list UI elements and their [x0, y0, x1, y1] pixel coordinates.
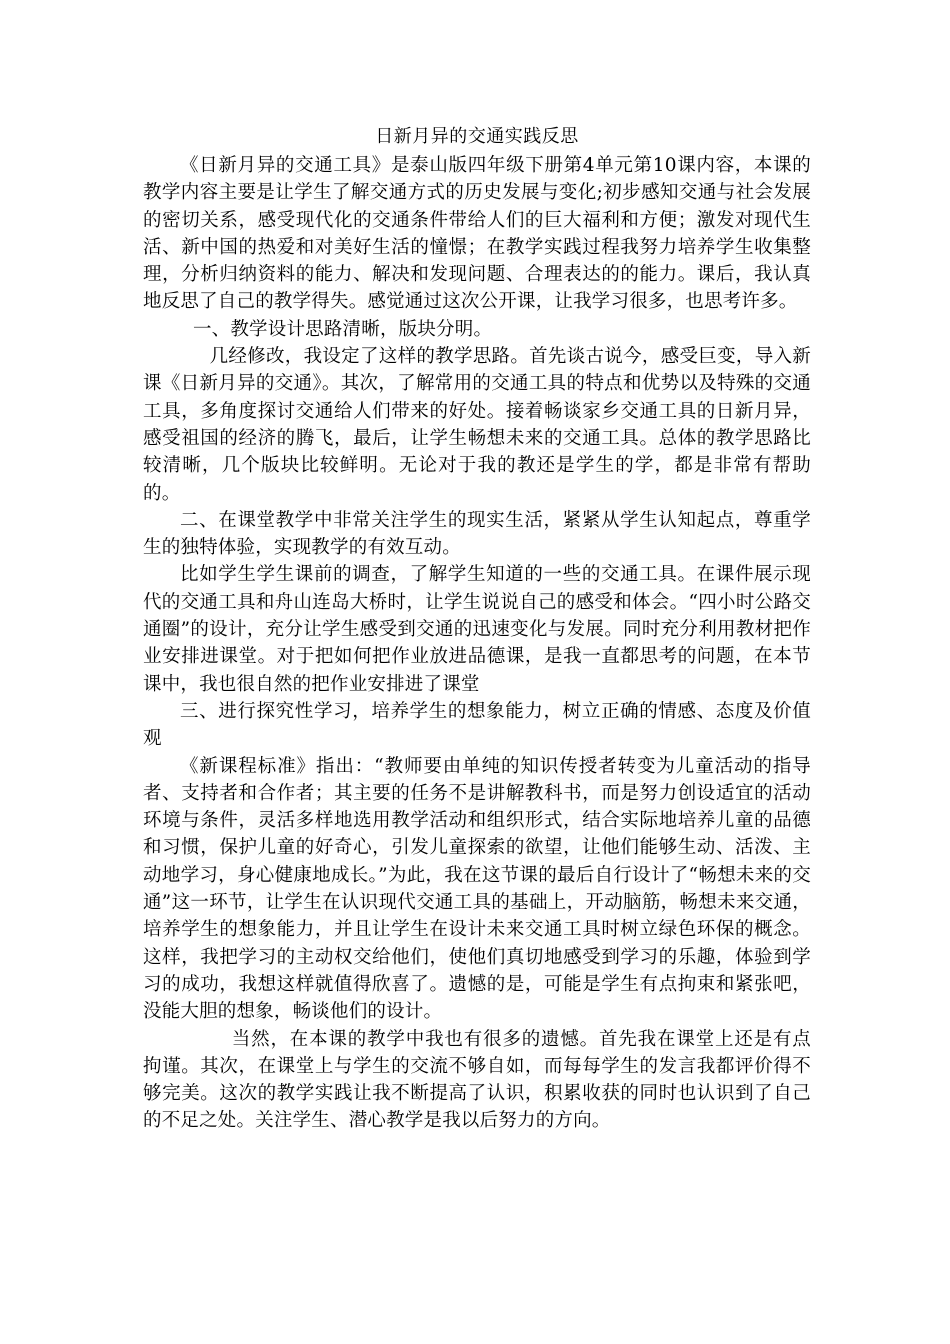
- conclusion-paragraph: 当然，在本课的教学中我也有很多的遗憾。首先我在课堂上还是有点拘谨。其次，在课堂上与学生的交流不够自如，而每每学生的发言我都评价得不够完美。这次的教学实践让我不断提高了认识，积累收获的同时也认识到了自己的不足之处。关注学生、潜心教学是我以后努力的方向。: [143, 1028, 811, 1132]
- section-2-heading: 二、在课堂教学中非常关注学生的现实生活，紧紧从学生认知起点，尊重学生的独特体验，实现教学的有效互动。: [143, 509, 811, 559]
- section-1-heading: 一、教学设计思路清晰，版块分明。: [192, 318, 493, 340]
- intro-paragraph: 《日新月异的交通工具》是泰山版四年级下册第4单元第10课内容，本课的教学内容主要是让学生了解交通方式的历史发展与变化;初步感知交通与社会发展的密切关系，感受现代化的交通条件带给人们的巨大福利和方便；激发对现代生活、新中国的热爱和对美好生活的憧憬；在教学实践过程我努力培养学生收集整理，分析归纳资料的能力、解决和发现问题、合理表达的的能力。课后，我认真地反思了自己的教学得失。感觉通过这次公开课，让我学习很多，也思考许多。: [143, 155, 811, 313]
- document-title: 日新月异的交通实践反思: [375, 126, 579, 147]
- section-2-paragraph: 比如学生学生课前的调查，了解学生知道的一些的交通工具。在课件展示现代的交通工具和舟山连岛大桥时，让学生说说自己的感受和体会。“四小时公路交通圈”的设计，充分让学生感受到交通的迅速变化与发展。同时充分利用教材把作业安排进课堂。对于把如何把作业放进品德课，是我一直都思考的问题，在本节课中，我也很自然的把作业安排进了课堂: [143, 564, 811, 695]
- section-3-paragraph: 《新课程标准》指出：“教师要由单纯的知识传授者转变为儿童活动的指导者、支持者和合作者；其主要的任务不是讲解教科书，而是努力创设适宜的活动环境与条件，灵活多样地选用教学活动和组织形式，结合实际地培养儿童的品德和习惯，保护儿童的好奇心，引发儿童探索的欲望，让他们能够生动、活泼、主动地学习，身心健康地成长。”为此，我在这节课的最后自行设计了“畅想未来的交通”这一环节，让学生在认识现代交通工具的基础上，开动脑筋，畅想未来交通，培养学生的想象能力，并且让学生在设计未来交通工具时树立绿色环保的概念。这样，我把学习的主动权交给他们，使他们真切地感受到学习的乐趣，体验到学习的成功，我想这样就值得欣喜了。遗憾的是，可能是学生有点拘束和紧张吧，没能大胆的想象，畅谈他们的设计。: [143, 755, 811, 1023]
- section-1-paragraph: 几经修改，我设定了这样的教学思路。首先谈古说今，感受巨变，导入新课《日新月异的交通》。其次，了解常用的交通工具的特点和优势以及特殊的交通工具，多角度探讨交通给人们带来的好处。接着畅谈家乡交通工具的日新月异，感受祖国的经济的腾飞，最后，让学生畅想未来的交通工具。总体的教学思路比较清晰，几个版块比较鲜明。无论对于我的教还是学生的学，都是非常有帮助的。: [143, 346, 811, 504]
- section-3-heading: 三、进行探究性学习，培养学生的想象能力，树立正确的情感、态度及价值观: [143, 700, 811, 750]
- document-body: [143, 126, 811, 1135]
